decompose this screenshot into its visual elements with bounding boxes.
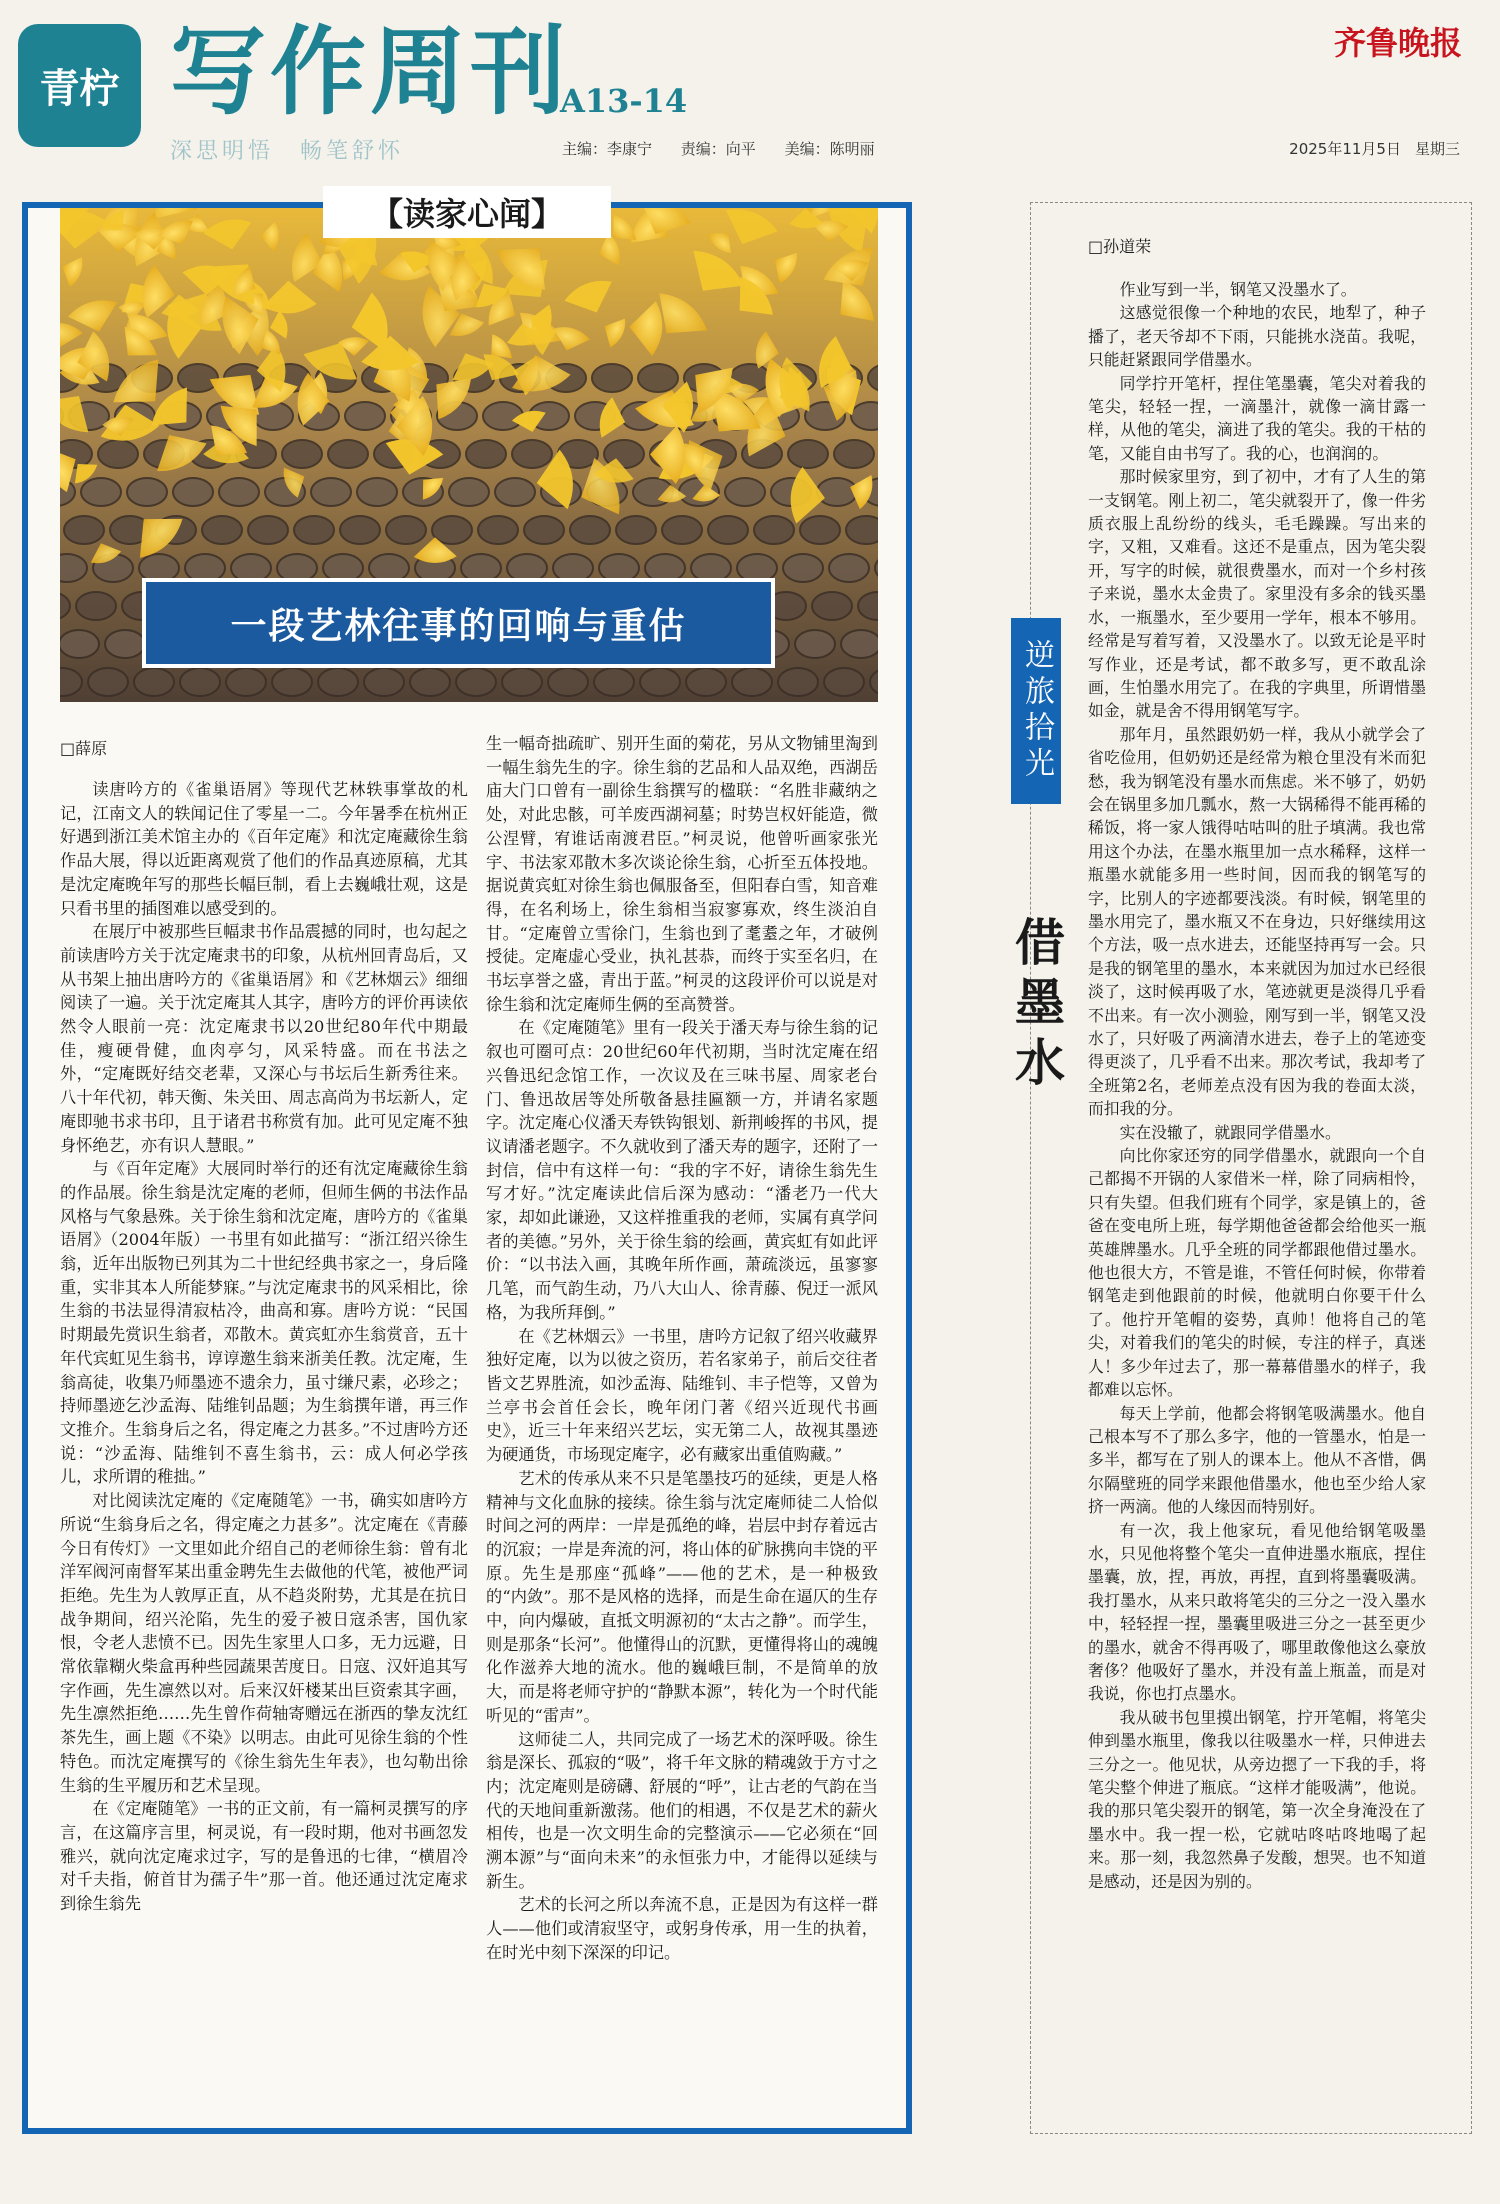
paragraph: 我从破书包里摸出钢笔，拧开笔帽，将笔尖伸到墨水瓶里，像我以往吸墨水一样，只伸进去三分之一。他见状，从旁边摁了一下我的手，将笔尖整个伸进了瓶底。“这样才能吸满”，他说。我的那只笔尖裂开的钢笔，第一次全身淹没在了墨水中。我一捏一松，它就咕咚咕咚地喝了起来。那一刻，我忽然鼻子发酸，想哭。也不知道是感动，还是因为别的。 <box>1088 1707 1426 1891</box>
article-column-2 <box>486 732 878 2118</box>
credit-editor: 责编：向平 <box>680 140 756 158</box>
paragraph: 在《定庵随笔》里有一段关于潘天寿与徐生翁的记叙也可圈可点：20世纪60年代初期，当时沈定庵在绍兴鲁迅纪念馆工作，一次议及在三味书屋、周家老台门、鲁迅故居等处所敬备悬挂匾额一方，并请名家题字。沈定庵心仪潘天寿铁钩银划、新荆峻挥的书风，提议请潘老题字。不久就收到了潘天寿的题字，还附了一封信，信中有这样一句：“我的字不好，请徐生翁先生写才好。”沈定庵读此信后深为感动：“潘老乃一代大家，却如此谦逊，又这样推重我的老师，实属有真学问者的美德。”另外，关于徐生翁的绘画，黄宾虹有如此评价：“以书法入画，其晚年所作画，萧疏淡远，虽寥寥几笔，而气韵生动，乃八大山人、徐青藤、倪迂一派风格，为我所拜倒。” <box>486 1018 878 1322</box>
issue-date <box>1275 138 1460 159</box>
page-title: 写作周刊 <box>170 16 570 128</box>
paragraph: 艺术的长河之所以奔流不息，正是因为有这样一群人——他们或清寂坚守，或躬身传承，用一生的执着，在时光中刻下深深的印记。 <box>486 1895 878 1962</box>
author-byline: □薛原 <box>60 739 108 758</box>
logo-text: 青柠 <box>39 65 120 112</box>
author-byline: □孙道荣 <box>1088 237 1152 256</box>
article-body <box>1088 278 1426 2118</box>
weekday-text: 星期三 <box>1414 140 1460 158</box>
paragraph: 那时候家里穷，到了初中，才有了人生的第一支钢笔。刚上初二，笔尖就裂开了，像一件劣质衣服上乱纷纷的线头，毛毛躁躁。写出来的字，又粗，又难看。这还不是重点，因为笔尖裂开，写字的时候，就很费墨水，而对一个乡村孩子来说，墨水太金贵了。家里没有多余的钱买墨水，一瓶墨水，至少要用一学年，根本不够用。经常是写着写着，又没墨水了。以致无论是平时写作业，还是考试，都不敢多写，更不敢乱涂画，生怕墨水用完了。在我的字典里，所谓惜墨如金，就是舍不得用钢笔写字。 <box>1088 467 1426 721</box>
paragraph: 实在没辙了，就跟同学借墨水。 <box>1119 1122 1341 1142</box>
paragraph: 这感觉很像一个种地的农民，地犁了，种子播了，老天爷却不下雨，只能挑水浇苗。我呢，只能赶紧跟同学借墨水。 <box>1088 303 1426 370</box>
paragraph: 那年月，虽然跟奶奶一样，我从小就学会了省吃俭用，但奶奶还是经常为粮仓里没有米而犯愁，我为钢笔没有墨水而焦虑。米不够了，奶奶会在锅里多加几瓢水，熬一大锅稀得不能再稀的稀饭，将一家人饿得咕咕叫的肚子填满。我也常用这个办法，在墨水瓶里加一点水稀释，这样一瓶墨水就能多用一些时间，因而我的钢笔写的字，比别人的字迹都要浅淡。有时候，钢笔里的墨水用完了，墨水瓶又不在身边，只好继续用这个方法，吸一点水进去，还能坚持再写一会。只是我的钢笔里的墨水，本来就因为加过水已经很淡了，这时候再吸了水，笔迹就更是淡得几乎看不出来。有一次小测验，刚写到一半，钢笔又没水了，只好吸了两滴清水进去，卷子上的笔迹变得更淡了，几乎看不出来。那次考试，我却考了全班第2名，老师差点没有因为我的卷面太淡，而扣我的分。 <box>1088 724 1426 1119</box>
paragraph: 与《百年定庵》大展同时举行的还有沈定庵藏徐生翁的作品展。徐生翁是沈定庵的老师，但师生俩的书法作品风格与气象悬殊。关于徐生翁和沈定庵，唐吟方的《雀巢语屑》（2004年版）一书里有如此描写：“浙江绍兴徐生翁，近年出版物已列其为二十世纪经典书家之一，身后隆重，实非其本人所能梦寐。”与沈定庵隶书的风采相比，徐生翁的书法显得清寂枯冷，曲高和寡。唐吟方说：“民国时期最先赏识生翁者，邓散木。黄宾虹亦生翁赏音，五十年代宾虹见生翁书，谆谆邀生翁来浙美任教。沈定庵，生翁高徒，收集乃师墨迹不遗余力，虽寸缣尺素，必珍之；持师墨迹乞沙孟海、陆维钊品题；为生翁撰年谱，再三作文推介。生翁身后之名，得定庵之力甚多。”不过唐吟方还说：“沙孟海、陆维钊不喜生翁书，云：成人何必学孩儿，求所谓的稚拙。” <box>60 1159 468 1487</box>
brand-logo <box>18 24 141 147</box>
editor-credits <box>562 138 899 159</box>
paragraph: 同学拧开笔杆，捏住笔墨囊，笔尖对着我的笔尖，轻轻一捏，一滴墨汁，就像一滴甘露一样，从他的笔尖，滴进了我的笔尖。我的干枯的笔，又能自由书写了。我的心，也润润的。 <box>1088 373 1426 463</box>
column-label: 【读家心闻】 <box>323 186 611 238</box>
paragraph: 向比你家还穷的同学借墨水，就跟向一个自己都揭不开锅的人家借米一样，除了同病相怜，只有失望。但我们班有个同学，家是镇上的，爸爸在变电所上班，每学期他爸爸都会给他买一瓶英雄牌墨水。几乎全班的同学都跟他借过墨水。他也很大方，不管是谁，不管任何时候，你带着钢笔走到他跟前的时候，他就明白你要干什么了。他拧开笔帽的姿势，真帅！他将自己的笔尖，对着我们的笔尖的时候，专注的样子，真迷人！多少年过去了，那一幕幕借墨水的样子，我都难以忘怀。 <box>1088 1146 1426 1400</box>
article-title-vertical: 借墨水 <box>1007 916 1066 1096</box>
paragraph: 在《定庵随笔》一书的正文前，有一篇柯灵撰写的序言，在这篇序言里，柯灵说，有一段时期，他对书画忽发雅兴，就向沈定庵求过字，写的是鲁迅的七律，“横眉冷对千夫指，俯首甘为孺子牛”那一首。他还通过沈定庵求到徐生翁先 <box>60 1799 468 1914</box>
paragraph: 有一次，我上他家玩，看见他给钢笔吸墨水，只见他将整个笔尖一直伸进墨水瓶底，捏住墨囊，放，捏，再放，再捏，直到将墨囊吸满。我打墨水，从来只敢将笔尖的三分之一没入墨水中，轻轻捏一捏，墨囊里吸进三分之一甚至更少的墨水，就舍不得再吸了，哪里敢像他这么豪放奢侈？他吸好了墨水，并没有盖上瓶盖，而是对我说，你也打点墨水。 <box>1088 1520 1426 1704</box>
paragraph: 每天上学前，他都会将钢笔吸满墨水。他自己根本写不了那么多字，他的一管墨水，怕是一多半，都写在了别人的课本上。他从不吝惜，偶尔隔壁班的同学来跟他借墨水，他也至少给人家挤一两滴。他的人缘因而特别好。 <box>1088 1403 1426 1517</box>
date-text: 2025年11月5日 <box>1289 140 1401 158</box>
article-column-1 <box>60 778 468 2118</box>
newspaper-logo: 齐鲁晚报 <box>1333 24 1462 62</box>
article-headline: 一段艺林往事的回响与重估 <box>142 578 775 668</box>
paragraph: 生一幅奇拙疏旷、别开生面的菊花，另从文物铺里淘到一幅生翁先生的字。徐生翁的艺品和人品双绝，西湖岳庙大门口曾有一副徐生翁撰写的楹联：“名胜非藏纳之处，对此忠骸，可羊废西湖祠墓；时势岂权奸能造，微公涅臂，宥谁话南渡君臣。”柯灵说，他曾听画家张光宇、书法家邓散木多次谈论徐生翁，心折至五体投地。据说黄宾虹对徐生翁也佩服备至，但阳春白雪，知音难得，在名利场上，徐生翁相当寂寥寡欢，终生淡泊自甘。“定庵曾立雪徐门，生翁也到了耄耋之年，才破例授徒。定庵虚心受业，执礼甚恭，而终于实至名归，在书坛享誉之盛，青出于蓝。”柯灵的这段评价可以说是对徐生翁和沈定庵师生俩的至高赞誉。 <box>486 734 878 1014</box>
column-label-vertical: 逆旅拾光 <box>1011 618 1061 804</box>
paragraph: 这师徒二人，共同完成了一场艺术的深呼吸。徐生翁是深长、孤寂的“吸”，将千年文脉的精魂敛于方寸之内；沈定庵则是磅礴、舒展的“呼”，让古老的气韵在当代的天地间重新激荡。他们的相遇，不仅是艺术的薪火相传，也是一次文明生命的完整演示——它必须在“回溯本源”与“面向未来”的永恒张力中，才能得以延续与新生。 <box>486 1729 878 1891</box>
paragraph: 对比阅读沈定庵的《定庵随笔》一书，确实如唐吟方所说“生翁身后之名，得定庵之力甚多”。沈定庵在《青藤今日有传灯》一文里如此介绍自己的老师徐生翁：曾有北洋军阀河南督军某出重金聘先生去做他的代笔，被他严词拒绝。先生为人敦厚正直，从不趋炎附势，尤其是在抗日战争期间，绍兴沦陷，先生的爱子被日寇杀害，国仇家恨，令老人悲愤不已。因先生家里人口多，无力远避，日常依靠糊火柴盒再种些园蔬果苦度日。日寇、汉奸追其写字作画，先生凛然以对。后来汉奸楼某出巨资索其字画，先生凛然拒绝……先生曾作荷轴寄赠远在浙西的挚友沈红茶先生，画上题《不染》以明志。由此可见徐生翁的个性特色。而沈定庵撰写的《徐生翁先生年表》，也勾勒出徐生翁的生平履历和艺术呈现。 <box>60 1491 468 1795</box>
paragraph: 艺术的传承从来不只是笔墨技巧的延续，更是人格精神与文化血脉的接续。徐生翁与沈定庵师徒二人恰似时间之河的两岸：一岸是孤绝的峰，岩层中封存着远古的沉寂；一岸是奔流的河，将山体的矿脉携向丰饶的平原。先生是那座“孤峰”——他的艺术，是一种极致的“内敛”。那不是风格的选择，而是生命在逼仄的生存中，向内爆破，直抵文明源初的“太古之静”。而学生，则是那条“长河”。他懂得山的沉默，更懂得将山的魂魄化作滋养大地的流水。他的巍峨巨制，不是简单的放大，而是将老师守护的“静默本源”，转化为一个时代能听见的“雷声”。 <box>486 1468 878 1725</box>
credit-art-editor: 美编：陈明丽 <box>784 140 875 158</box>
paragraph: 在展厅中被那些巨幅隶书作品震撼的同时，也勾起之前读唐吟方关于沈定庵隶书的印象，从杭州回青岛后，又从书架上抽出唐吟方的《雀巢语屑》和《艺林烟云》细细阅读了一遍。关于沈定庵其人其字，唐吟方的评价再读依然令人眼前一亮：沈定庵隶书以20世纪80年代中期最佳，瘦硬骨健，血肉亭匀，风采特盛。而在书法之外，“定庵既好结交老辈，又深心与书坛后生新秀往来。八十年代初，韩天衡、朱关田、周志高尚为书坛新人，定庵即驰书求书印，且于诸君书称赏有加。此可见定庵不独身怀绝艺，亦有识人慧眼。” <box>60 922 468 1155</box>
paragraph: 在《艺林烟云》一书里，唐吟方记叙了绍兴收藏界独好定庵，以为以彼之资历，若名家弟子，前后交往者皆文艺界胜流，如沙孟海、陆维钊、丰子恺等，又曾为兰亭书会首任会长，晚年闭门著《绍兴近现代书画史》，近三十年来绍兴艺坛，实无第二人，故视其墨迹为硬通货，市场现定庵字，必有藏家出重值购藏。” <box>486 1326 878 1465</box>
paragraph: 作业写到一半，钢笔又没墨水了。 <box>1119 280 1357 299</box>
page-numbers: A13-14 <box>560 82 688 120</box>
paragraph: 读唐吟方的《雀巢语屑》等现代艺林轶事掌故的札记，江南文人的轶闻记住了零星一二。今年暑季在杭州正好遇到浙江美术馆主办的《百年定庵》和沈定庵藏徐生翁作品大展，得以近距离观赏了他们的作品真迹原稿，尤其是沈定庵晚年写的那些长幅巨制，看上去巍峨壮观，这是只看书里的插图难以感受到的。 <box>60 780 468 918</box>
slogan: 深思明悟 畅笔舒怀 <box>170 139 405 164</box>
credit-chief-editor: 主编：李康宁 <box>562 140 653 158</box>
